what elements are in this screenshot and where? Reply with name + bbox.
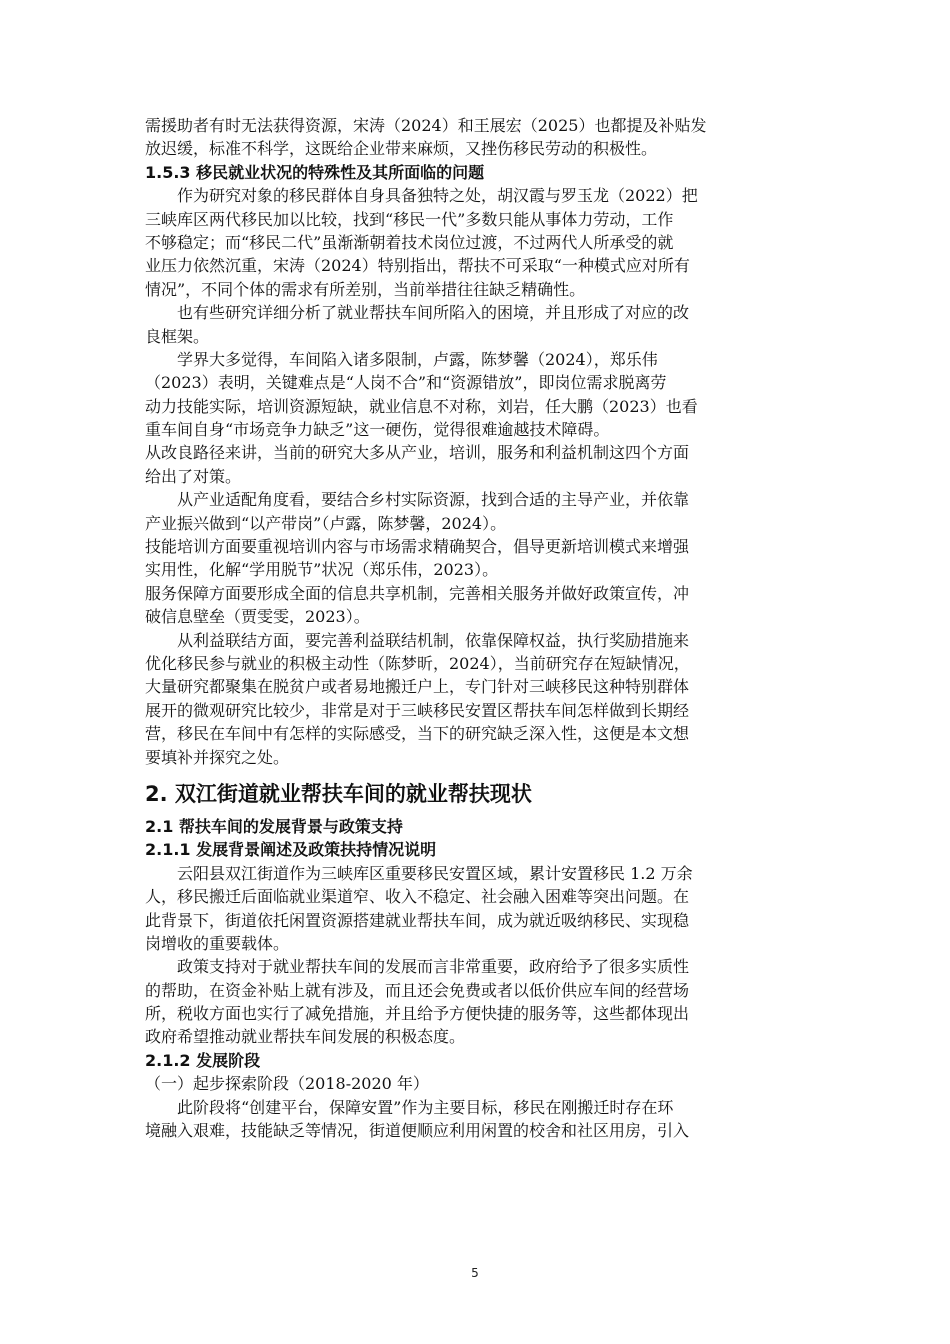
section-heading-1-5-3: 1.5.3 移民就业状况的特殊性及其所面临的问题 bbox=[145, 162, 485, 182]
body-text-line: （2023）表明，关键难点是“人岗不合”和“资源错放”，即岗位需求脱离劳 bbox=[145, 373, 667, 393]
body-text-line: 云阳县双江街道作为三峡库区重要移民安置区域，累计安置移民 1.2 万余 bbox=[177, 863, 693, 883]
body-text-line: 大量研究都聚集在脱贫户或者易地搬迁户上，专门针对三峡移民这种特别群体 bbox=[145, 677, 690, 697]
body-text-line: 的帮助，在资金补贴上就有涉及，而且还会免费或者以低价供应车间的经营场 bbox=[145, 980, 690, 1000]
body-text-line: 政府希望推动就业帮扶车间发展的积极态度。 bbox=[145, 1027, 466, 1047]
body-text-line: 从利益联结方面，要完善利益联结机制，依靠保障权益，执行奖励措施来 bbox=[177, 630, 690, 650]
body-text-line: 也有些研究详细分析了就业帮扶车间所陷入的困境，并且形成了对应的改 bbox=[177, 303, 690, 323]
body-text-line: 从产业适配角度看，要结合乡村实际资源，找到合适的主导产业，并依靠 bbox=[177, 490, 690, 510]
chapter-heading-2: 2. 双江街道就业帮扶车间的就业帮扶现状 bbox=[145, 781, 532, 806]
body-text-line: 展开的微观研究比较少，非常是对于三峡移民安置区帮扶车间怎样做到长期经 bbox=[145, 700, 690, 720]
body-text-line: 人，移民搬迁后面临就业渠道窄、收入不稳定、社会融入困难等突出问题。在 bbox=[145, 887, 690, 907]
body-text-line: 境融入艰难，技能缺乏等情况，街道便顺应利用闲置的校舍和社区用房，引入 bbox=[145, 1121, 690, 1141]
page-number: 5 bbox=[471, 1266, 479, 1280]
body-text-line: 需援助者有时无法获得资源，宋涛（2024）和王展宏（2025）也都提及补贴发 bbox=[145, 116, 707, 135]
document-body bbox=[145, 114, 805, 1142]
body-text-line: 给出了对策。 bbox=[145, 466, 242, 486]
body-text-line: 学界大多觉得，车间陷入诸多限制，卢露，陈梦馨（2024），郑乐伟 bbox=[177, 349, 658, 369]
section-heading-2-1: 2.1 帮扶车间的发展背景与政策支持 bbox=[145, 816, 403, 836]
section-heading-2-1-1: 2.1.1 发展背景阐述及政策扶持情况说明 bbox=[145, 840, 437, 860]
body-text-line: 动力技能实际，培训资源短缺，就业信息不对称，刘岩，任大鹏（2023）也看 bbox=[145, 396, 698, 416]
body-text-line: 不够稳定；而“移民二代”虽渐渐朝着技术岗位过渡，不过两代人所承受的就 bbox=[145, 232, 674, 252]
body-text-line: 良框架。 bbox=[145, 326, 210, 346]
body-text-line: 从改良路径来讲，当前的研究大多从产业，培训，服务和利益机制这四个方面 bbox=[145, 443, 690, 463]
body-text-line: 放迟缓，标准不科学，这既给企业带来麻烦，又挫伤移民劳动的积极性。 bbox=[145, 139, 658, 159]
body-text-line: 破信息壁垒（贾雯雯，2023）。 bbox=[145, 607, 370, 627]
body-text-line: 作为研究对象的移民群体自身具备独特之处，胡汉霞与罗玉龙（2022）把 bbox=[177, 186, 698, 206]
body-text-line: 服务保障方面要形成全面的信息共享机制，完善相关服务并做好政策宣传，冲 bbox=[145, 583, 690, 603]
body-text-line: 政策支持对于就业帮扶车间的发展而言非常重要，政府给予了很多实质性 bbox=[177, 957, 690, 977]
body-text-line: 此背景下，街道依托闲置资源搭建就业帮扶车间，成为就近吸纳移民、实现稳 bbox=[145, 910, 690, 930]
body-text-line: 产业振兴做到“以产带岗”（卢露，陈梦馨，2024）。 bbox=[145, 513, 507, 533]
body-text-line: 技能培训方面要重视培训内容与市场需求精确契合，倡导更新培训模式来增强 bbox=[145, 537, 690, 557]
body-text-line: 所，税收方面也实行了减免措施，并且给予方便快捷的服务等，这些都体现出 bbox=[145, 1004, 690, 1024]
body-text-line: 岗增收的重要载体。 bbox=[145, 933, 290, 953]
body-text-line: 优化移民参与就业的积极主动性（陈梦昕，2024），当前研究存在短缺情况， bbox=[145, 653, 690, 673]
body-text-line: 业压力依然沉重，宋涛（2024）特别指出，帮扶不可采取“一种模式应对所有 bbox=[145, 256, 690, 276]
body-text-line: 要填补并探究之处。 bbox=[145, 747, 290, 767]
body-text-line: 实用性，化解“学用脱节”状况（郑乐伟，2023）。 bbox=[145, 560, 499, 580]
body-text-line: 重车间自身“市场竞争力缺乏”这一硬伤，觉得很难逾越技术障碍。 bbox=[145, 420, 610, 440]
body-text-line: 三峡库区两代移民加以比较，找到“移民一代”多数只能从事体力劳动，工作 bbox=[145, 209, 674, 229]
body-text-line: 营，移民在车间中有怎样的实际感受，当下的研究缺乏深入性，这便是本文想 bbox=[145, 724, 690, 744]
subsection-label: （一）起步探索阶段（2018-2020 年） bbox=[145, 1074, 429, 1094]
body-text-line: 此阶段将“创建平台，保障安置”作为主要目标，移民在刚搬迁时存在环 bbox=[177, 1097, 674, 1117]
body-text-line: 情况”，不同个体的需求有所差别，当前举措往往缺乏精确性。 bbox=[145, 279, 586, 299]
section-heading-2-1-2: 2.1.2 发展阶段 bbox=[145, 1050, 261, 1070]
